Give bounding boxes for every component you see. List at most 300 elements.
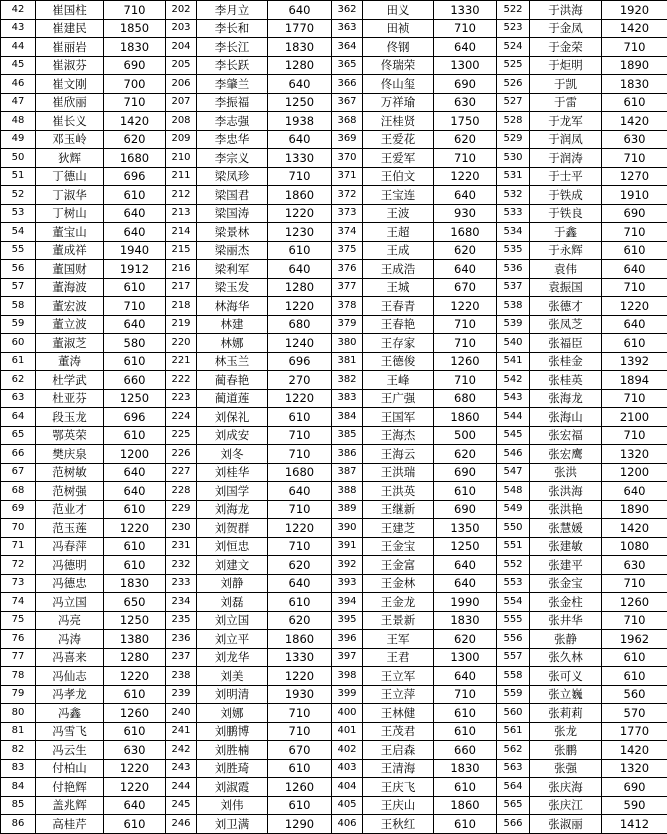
row-index[interactable]: 85 bbox=[1, 796, 36, 815]
value-cell[interactable]: 610 bbox=[602, 648, 667, 667]
value-cell[interactable]: 640 bbox=[602, 260, 667, 279]
value-cell[interactable]: 610 bbox=[434, 815, 497, 834]
name-cell[interactable]: 王清海 bbox=[363, 759, 434, 778]
row-index[interactable]: 218 bbox=[166, 297, 197, 316]
name-cell[interactable]: 董宏波 bbox=[36, 297, 104, 316]
value-cell[interactable]: 710 bbox=[434, 685, 497, 704]
value-cell[interactable]: 630 bbox=[104, 741, 166, 760]
value-cell[interactable]: 710 bbox=[602, 38, 667, 57]
value-cell[interactable]: 1200 bbox=[602, 463, 667, 482]
value-cell[interactable]: 1830 bbox=[434, 759, 497, 778]
row-index[interactable]: 405 bbox=[332, 796, 363, 815]
name-cell[interactable]: 王爱军 bbox=[363, 149, 434, 168]
row-index[interactable]: 43 bbox=[1, 19, 36, 38]
name-cell[interactable]: 张福臣 bbox=[530, 334, 602, 353]
name-cell[interactable]: 高桂芹 bbox=[36, 815, 104, 834]
value-cell[interactable]: 630 bbox=[602, 556, 667, 575]
row-index[interactable]: 84 bbox=[1, 778, 36, 797]
row-index[interactable]: 224 bbox=[166, 408, 197, 427]
row-index[interactable]: 544 bbox=[497, 408, 530, 427]
row-index[interactable]: 384 bbox=[332, 408, 363, 427]
row-index[interactable]: 399 bbox=[332, 685, 363, 704]
value-cell[interactable]: 696 bbox=[104, 408, 166, 427]
value-cell[interactable]: 1990 bbox=[434, 593, 497, 612]
row-index[interactable]: 523 bbox=[497, 19, 530, 38]
value-cell[interactable]: 670 bbox=[434, 278, 497, 297]
value-cell[interactable]: 1230 bbox=[268, 223, 332, 242]
row-index[interactable]: 551 bbox=[497, 537, 530, 556]
name-cell[interactable]: 王宝连 bbox=[363, 186, 434, 205]
value-cell[interactable]: 610 bbox=[104, 556, 166, 575]
row-index[interactable]: 548 bbox=[497, 482, 530, 501]
value-cell[interactable]: 690 bbox=[602, 778, 667, 797]
value-cell[interactable]: 1320 bbox=[602, 445, 667, 464]
row-index[interactable]: 537 bbox=[497, 278, 530, 297]
value-cell[interactable]: 1750 bbox=[434, 112, 497, 131]
name-cell[interactable]: 段玉龙 bbox=[36, 408, 104, 427]
name-cell[interactable]: 崔淑芬 bbox=[36, 56, 104, 75]
value-cell[interactable]: 1680 bbox=[434, 223, 497, 242]
row-index[interactable]: 406 bbox=[332, 815, 363, 834]
value-cell[interactable]: 1420 bbox=[104, 112, 166, 131]
row-index[interactable]: 396 bbox=[332, 630, 363, 649]
value-cell[interactable]: 1392 bbox=[602, 352, 667, 371]
row-index[interactable]: 70 bbox=[1, 519, 36, 538]
name-cell[interactable]: 王金龙 bbox=[363, 593, 434, 612]
name-cell[interactable]: 王金林 bbox=[363, 574, 434, 593]
row-index[interactable]: 57 bbox=[1, 278, 36, 297]
value-cell[interactable]: 680 bbox=[434, 389, 497, 408]
name-cell[interactable]: 刘伟 bbox=[197, 796, 268, 815]
value-cell[interactable]: 710 bbox=[434, 149, 497, 168]
value-cell[interactable]: 570 bbox=[602, 704, 667, 723]
row-index[interactable]: 230 bbox=[166, 519, 197, 538]
name-cell[interactable]: 邓玉岭 bbox=[36, 130, 104, 149]
row-index[interactable]: 558 bbox=[497, 667, 530, 686]
name-cell[interactable]: 王城 bbox=[363, 278, 434, 297]
row-index[interactable]: 369 bbox=[332, 130, 363, 149]
value-cell[interactable]: 1680 bbox=[104, 149, 166, 168]
row-index[interactable]: 532 bbox=[497, 186, 530, 205]
row-index[interactable]: 246 bbox=[166, 815, 197, 834]
name-cell[interactable]: 张立巍 bbox=[530, 685, 602, 704]
value-cell[interactable]: 610 bbox=[602, 93, 667, 112]
name-cell[interactable]: 于雷 bbox=[530, 93, 602, 112]
name-cell[interactable]: 于永辉 bbox=[530, 241, 602, 260]
row-index[interactable]: 526 bbox=[497, 75, 530, 94]
row-index[interactable]: 386 bbox=[332, 445, 363, 464]
value-cell[interactable]: 710 bbox=[434, 334, 497, 353]
name-cell[interactable]: 冯涛 bbox=[36, 630, 104, 649]
row-index[interactable]: 215 bbox=[166, 241, 197, 260]
name-cell[interactable]: 佟山玺 bbox=[363, 75, 434, 94]
name-cell[interactable]: 王海云 bbox=[363, 445, 434, 464]
name-cell[interactable]: 于士平 bbox=[530, 167, 602, 186]
value-cell[interactable]: 1830 bbox=[104, 574, 166, 593]
value-cell[interactable]: 1938 bbox=[268, 112, 332, 131]
value-cell[interactable]: 1260 bbox=[434, 352, 497, 371]
row-index[interactable]: 395 bbox=[332, 611, 363, 630]
row-index[interactable]: 555 bbox=[497, 611, 530, 630]
name-cell[interactable]: 张凤芝 bbox=[530, 315, 602, 334]
row-index[interactable]: 225 bbox=[166, 426, 197, 445]
name-cell[interactable]: 冯春萍 bbox=[36, 537, 104, 556]
value-cell[interactable]: 640 bbox=[104, 796, 166, 815]
name-cell[interactable]: 丁淑华 bbox=[36, 186, 104, 205]
name-cell[interactable]: 张井华 bbox=[530, 611, 602, 630]
value-cell[interactable]: 2100 bbox=[602, 408, 667, 427]
value-cell[interactable]: 640 bbox=[104, 315, 166, 334]
row-index[interactable]: 233 bbox=[166, 574, 197, 593]
row-index[interactable]: 231 bbox=[166, 537, 197, 556]
value-cell[interactable]: 1350 bbox=[434, 519, 497, 538]
value-cell[interactable]: 610 bbox=[104, 722, 166, 741]
row-index[interactable]: 546 bbox=[497, 445, 530, 464]
name-cell[interactable]: 张龙 bbox=[530, 722, 602, 741]
row-index[interactable]: 242 bbox=[166, 741, 197, 760]
row-index[interactable]: 51 bbox=[1, 167, 36, 186]
name-cell[interactable]: 张建敏 bbox=[530, 537, 602, 556]
name-cell[interactable]: 张淑丽 bbox=[530, 815, 602, 834]
row-index[interactable]: 372 bbox=[332, 186, 363, 205]
row-index[interactable]: 48 bbox=[1, 112, 36, 131]
row-index[interactable]: 213 bbox=[166, 204, 197, 223]
value-cell[interactable]: 710 bbox=[602, 149, 667, 168]
row-index[interactable]: 371 bbox=[332, 167, 363, 186]
row-index[interactable]: 376 bbox=[332, 260, 363, 279]
row-index[interactable]: 55 bbox=[1, 241, 36, 260]
value-cell[interactable]: 610 bbox=[268, 241, 332, 260]
value-cell[interactable]: 710 bbox=[104, 297, 166, 316]
value-cell[interactable]: 620 bbox=[268, 556, 332, 575]
row-index[interactable]: 403 bbox=[332, 759, 363, 778]
value-cell[interactable]: 1280 bbox=[268, 56, 332, 75]
name-cell[interactable]: 盖兆辉 bbox=[36, 796, 104, 815]
name-cell[interactable]: 刘立平 bbox=[197, 630, 268, 649]
value-cell[interactable]: 1240 bbox=[268, 334, 332, 353]
name-cell[interactable]: 张宏福 bbox=[530, 426, 602, 445]
row-index[interactable]: 560 bbox=[497, 704, 530, 723]
value-cell[interactable]: 670 bbox=[268, 741, 332, 760]
value-cell[interactable]: 1830 bbox=[434, 611, 497, 630]
name-cell[interactable]: 于润凤 bbox=[530, 130, 602, 149]
row-index[interactable]: 393 bbox=[332, 574, 363, 593]
row-index[interactable]: 522 bbox=[497, 1, 530, 20]
name-cell[interactable]: 王超 bbox=[363, 223, 434, 242]
name-cell[interactable]: 王启森 bbox=[363, 741, 434, 760]
row-index[interactable]: 364 bbox=[332, 38, 363, 57]
row-index[interactable]: 234 bbox=[166, 593, 197, 612]
name-cell[interactable]: 王金富 bbox=[363, 556, 434, 575]
value-cell[interactable]: 620 bbox=[434, 630, 497, 649]
name-cell[interactable]: 付柏山 bbox=[36, 759, 104, 778]
name-cell[interactable]: 冯鑫 bbox=[36, 704, 104, 723]
value-cell[interactable]: 1920 bbox=[602, 1, 667, 20]
name-cell[interactable]: 狄辉 bbox=[36, 149, 104, 168]
row-index[interactable]: 565 bbox=[497, 796, 530, 815]
row-index[interactable]: 535 bbox=[497, 241, 530, 260]
value-cell[interactable]: 1330 bbox=[268, 648, 332, 667]
row-index[interactable]: 527 bbox=[497, 93, 530, 112]
value-cell[interactable]: 1830 bbox=[104, 38, 166, 57]
name-cell[interactable]: 王国军 bbox=[363, 408, 434, 427]
row-index[interactable]: 68 bbox=[1, 482, 36, 501]
row-index[interactable]: 69 bbox=[1, 500, 36, 519]
row-index[interactable]: 232 bbox=[166, 556, 197, 575]
row-index[interactable]: 210 bbox=[166, 149, 197, 168]
row-index[interactable]: 381 bbox=[332, 352, 363, 371]
name-cell[interactable]: 张洪 bbox=[530, 463, 602, 482]
name-cell[interactable]: 刘龙华 bbox=[197, 648, 268, 667]
name-cell[interactable]: 张金宝 bbox=[530, 574, 602, 593]
name-cell[interactable]: 冯云生 bbox=[36, 741, 104, 760]
name-cell[interactable]: 李志强 bbox=[197, 112, 268, 131]
name-cell[interactable]: 张建平 bbox=[530, 556, 602, 575]
value-cell[interactable]: 640 bbox=[268, 75, 332, 94]
name-cell[interactable]: 于炬明 bbox=[530, 56, 602, 75]
row-index[interactable]: 400 bbox=[332, 704, 363, 723]
row-index[interactable]: 377 bbox=[332, 278, 363, 297]
name-cell[interactable]: 王春青 bbox=[363, 297, 434, 316]
value-cell[interactable]: 610 bbox=[602, 667, 667, 686]
value-cell[interactable]: 710 bbox=[602, 574, 667, 593]
row-index[interactable]: 221 bbox=[166, 352, 197, 371]
value-cell[interactable]: 1930 bbox=[268, 685, 332, 704]
row-index[interactable]: 217 bbox=[166, 278, 197, 297]
row-index[interactable]: 547 bbox=[497, 463, 530, 482]
value-cell[interactable]: 1860 bbox=[434, 796, 497, 815]
value-cell[interactable]: 610 bbox=[104, 815, 166, 834]
name-cell[interactable]: 李月立 bbox=[197, 1, 268, 20]
row-index[interactable]: 207 bbox=[166, 93, 197, 112]
value-cell[interactable]: 1830 bbox=[268, 38, 332, 57]
name-cell[interactable]: 刘胜琦 bbox=[197, 759, 268, 778]
value-cell[interactable]: 610 bbox=[104, 685, 166, 704]
name-cell[interactable]: 田祯 bbox=[363, 19, 434, 38]
row-index[interactable]: 82 bbox=[1, 741, 36, 760]
name-cell[interactable]: 董成祥 bbox=[36, 241, 104, 260]
value-cell[interactable]: 610 bbox=[104, 500, 166, 519]
name-cell[interactable]: 崔建民 bbox=[36, 19, 104, 38]
row-index[interactable]: 389 bbox=[332, 500, 363, 519]
row-index[interactable]: 228 bbox=[166, 482, 197, 501]
row-index[interactable]: 404 bbox=[332, 778, 363, 797]
name-cell[interactable]: 于铁成 bbox=[530, 186, 602, 205]
value-cell[interactable]: 1850 bbox=[104, 19, 166, 38]
value-cell[interactable]: 1220 bbox=[268, 519, 332, 538]
name-cell[interactable]: 林玉兰 bbox=[197, 352, 268, 371]
row-index[interactable]: 380 bbox=[332, 334, 363, 353]
name-cell[interactable]: 王洪英 bbox=[363, 482, 434, 501]
value-cell[interactable]: 1270 bbox=[602, 167, 667, 186]
name-cell[interactable]: 冯喜来 bbox=[36, 648, 104, 667]
name-cell[interactable]: 王庆山 bbox=[363, 796, 434, 815]
name-cell[interactable]: 王存家 bbox=[363, 334, 434, 353]
name-cell[interactable]: 梁利军 bbox=[197, 260, 268, 279]
row-index[interactable]: 545 bbox=[497, 426, 530, 445]
row-index[interactable]: 365 bbox=[332, 56, 363, 75]
name-cell[interactable]: 杜亚芬 bbox=[36, 389, 104, 408]
name-cell[interactable]: 冯仙志 bbox=[36, 667, 104, 686]
row-index[interactable]: 81 bbox=[1, 722, 36, 741]
name-cell[interactable]: 王广强 bbox=[363, 389, 434, 408]
name-cell[interactable]: 刘保礼 bbox=[197, 408, 268, 427]
name-cell[interactable]: 樊庆泉 bbox=[36, 445, 104, 464]
value-cell[interactable]: 640 bbox=[104, 223, 166, 242]
name-cell[interactable]: 于金荣 bbox=[530, 38, 602, 57]
row-index[interactable]: 554 bbox=[497, 593, 530, 612]
name-cell[interactable]: 刘鹏博 bbox=[197, 722, 268, 741]
row-index[interactable]: 45 bbox=[1, 56, 36, 75]
name-cell[interactable]: 张慧媛 bbox=[530, 519, 602, 538]
value-cell[interactable]: 1770 bbox=[602, 722, 667, 741]
value-cell[interactable]: 1890 bbox=[602, 56, 667, 75]
row-index[interactable]: 75 bbox=[1, 611, 36, 630]
name-cell[interactable]: 杜学武 bbox=[36, 371, 104, 390]
value-cell[interactable]: 1330 bbox=[434, 1, 497, 20]
value-cell[interactable]: 660 bbox=[104, 371, 166, 390]
value-cell[interactable]: 680 bbox=[268, 315, 332, 334]
row-index[interactable]: 392 bbox=[332, 556, 363, 575]
value-cell[interactable]: 930 bbox=[434, 204, 497, 223]
value-cell[interactable]: 1830 bbox=[602, 75, 667, 94]
row-index[interactable]: 203 bbox=[166, 19, 197, 38]
value-cell[interactable]: 1280 bbox=[104, 648, 166, 667]
row-index[interactable]: 212 bbox=[166, 186, 197, 205]
name-cell[interactable]: 于润涛 bbox=[530, 149, 602, 168]
name-cell[interactable]: 张久林 bbox=[530, 648, 602, 667]
value-cell[interactable]: 610 bbox=[434, 704, 497, 723]
value-cell[interactable]: 640 bbox=[268, 1, 332, 20]
value-cell[interactable]: 1220 bbox=[268, 667, 332, 686]
row-index[interactable]: 56 bbox=[1, 260, 36, 279]
row-index[interactable]: 543 bbox=[497, 389, 530, 408]
row-index[interactable]: 58 bbox=[1, 297, 36, 316]
name-cell[interactable]: 刘立国 bbox=[197, 611, 268, 630]
value-cell[interactable]: 1220 bbox=[104, 778, 166, 797]
row-index[interactable]: 564 bbox=[497, 778, 530, 797]
row-index[interactable]: 239 bbox=[166, 685, 197, 704]
value-cell[interactable]: 640 bbox=[268, 260, 332, 279]
value-cell[interactable]: 640 bbox=[434, 556, 497, 575]
row-index[interactable]: 240 bbox=[166, 704, 197, 723]
row-index[interactable]: 531 bbox=[497, 167, 530, 186]
value-cell[interactable]: 610 bbox=[104, 537, 166, 556]
value-cell[interactable]: 1220 bbox=[434, 167, 497, 186]
row-index[interactable]: 370 bbox=[332, 149, 363, 168]
value-cell[interactable]: 1300 bbox=[434, 56, 497, 75]
row-index[interactable]: 375 bbox=[332, 241, 363, 260]
value-cell[interactable]: 1380 bbox=[104, 630, 166, 649]
value-cell[interactable]: 1912 bbox=[104, 260, 166, 279]
row-index[interactable]: 236 bbox=[166, 630, 197, 649]
value-cell[interactable]: 710 bbox=[602, 223, 667, 242]
row-index[interactable]: 74 bbox=[1, 593, 36, 612]
value-cell[interactable]: 1894 bbox=[602, 371, 667, 390]
row-index[interactable]: 237 bbox=[166, 648, 197, 667]
row-index[interactable]: 245 bbox=[166, 796, 197, 815]
row-index[interactable]: 373 bbox=[332, 204, 363, 223]
name-cell[interactable]: 张洪海 bbox=[530, 482, 602, 501]
name-cell[interactable]: 张桂金 bbox=[530, 352, 602, 371]
value-cell[interactable]: 640 bbox=[268, 482, 332, 501]
value-cell[interactable]: 710 bbox=[434, 315, 497, 334]
row-index[interactable]: 222 bbox=[166, 371, 197, 390]
value-cell[interactable]: 640 bbox=[434, 186, 497, 205]
name-cell[interactable]: 刘静 bbox=[197, 574, 268, 593]
row-index[interactable]: 214 bbox=[166, 223, 197, 242]
value-cell[interactable]: 1220 bbox=[434, 297, 497, 316]
name-cell[interactable]: 张桂英 bbox=[530, 371, 602, 390]
name-cell[interactable]: 王君 bbox=[363, 648, 434, 667]
name-cell[interactable]: 李长江 bbox=[197, 38, 268, 57]
value-cell[interactable]: 1220 bbox=[104, 519, 166, 538]
value-cell[interactable]: 1962 bbox=[602, 630, 667, 649]
value-cell[interactable]: 1220 bbox=[268, 389, 332, 408]
value-cell[interactable]: 1250 bbox=[268, 93, 332, 112]
name-cell[interactable]: 张庆海 bbox=[530, 778, 602, 797]
name-cell[interactable]: 张德才 bbox=[530, 297, 602, 316]
name-cell[interactable]: 王立军 bbox=[363, 667, 434, 686]
row-index[interactable]: 219 bbox=[166, 315, 197, 334]
row-index[interactable]: 563 bbox=[497, 759, 530, 778]
name-cell[interactable]: 刘国学 bbox=[197, 482, 268, 501]
value-cell[interactable]: 690 bbox=[434, 463, 497, 482]
value-cell[interactable]: 1220 bbox=[104, 759, 166, 778]
name-cell[interactable]: 丁德山 bbox=[36, 167, 104, 186]
row-index[interactable]: 238 bbox=[166, 667, 197, 686]
row-index[interactable]: 394 bbox=[332, 593, 363, 612]
row-index[interactable]: 66 bbox=[1, 445, 36, 464]
value-cell[interactable]: 640 bbox=[104, 463, 166, 482]
name-cell[interactable]: 蔺道莲 bbox=[197, 389, 268, 408]
name-cell[interactable]: 王金宝 bbox=[363, 537, 434, 556]
value-cell[interactable]: 640 bbox=[434, 667, 497, 686]
name-cell[interactable]: 张海山 bbox=[530, 408, 602, 427]
name-cell[interactable]: 于洪海 bbox=[530, 1, 602, 20]
row-index[interactable]: 530 bbox=[497, 149, 530, 168]
row-index[interactable]: 77 bbox=[1, 648, 36, 667]
name-cell[interactable]: 张强 bbox=[530, 759, 602, 778]
name-cell[interactable]: 董涛 bbox=[36, 352, 104, 371]
value-cell[interactable]: 270 bbox=[268, 371, 332, 390]
value-cell[interactable]: 1250 bbox=[104, 611, 166, 630]
value-cell[interactable]: 620 bbox=[434, 445, 497, 464]
row-index[interactable]: 216 bbox=[166, 260, 197, 279]
row-index[interactable]: 390 bbox=[332, 519, 363, 538]
name-cell[interactable]: 田义 bbox=[363, 1, 434, 20]
row-index[interactable]: 538 bbox=[497, 297, 530, 316]
name-cell[interactable]: 袁振国 bbox=[530, 278, 602, 297]
value-cell[interactable]: 1860 bbox=[268, 630, 332, 649]
row-index[interactable]: 541 bbox=[497, 352, 530, 371]
value-cell[interactable]: 1300 bbox=[434, 648, 497, 667]
value-cell[interactable]: 1420 bbox=[602, 112, 667, 131]
name-cell[interactable]: 梁国君 bbox=[197, 186, 268, 205]
row-index[interactable]: 374 bbox=[332, 223, 363, 242]
value-cell[interactable]: 640 bbox=[268, 574, 332, 593]
name-cell[interactable]: 刘胜楠 bbox=[197, 741, 268, 760]
value-cell[interactable]: 696 bbox=[268, 352, 332, 371]
name-cell[interactable]: 梁国涛 bbox=[197, 204, 268, 223]
value-cell[interactable]: 710 bbox=[268, 167, 332, 186]
row-index[interactable]: 398 bbox=[332, 667, 363, 686]
name-cell[interactable]: 崔丽岩 bbox=[36, 38, 104, 57]
name-cell[interactable]: 张庆江 bbox=[530, 796, 602, 815]
value-cell[interactable]: 700 bbox=[104, 75, 166, 94]
row-index[interactable]: 47 bbox=[1, 93, 36, 112]
name-cell[interactable]: 崔欣丽 bbox=[36, 93, 104, 112]
